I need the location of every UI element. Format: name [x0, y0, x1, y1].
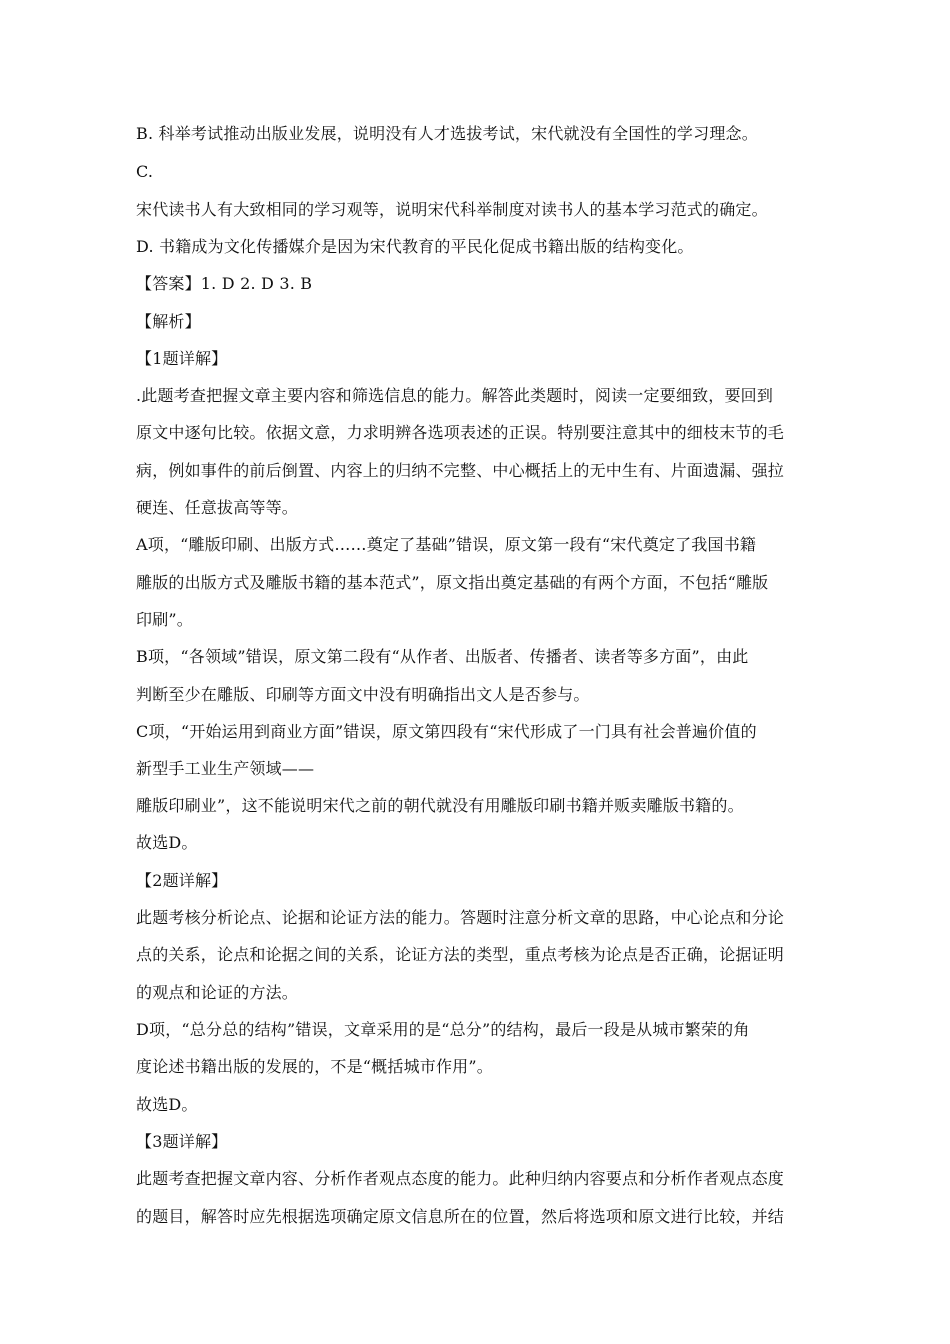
text-line: 宋代读书人有大致相同的学习观等，说明宋代科举制度对读书人的基本学习范式的确定。 — [136, 200, 768, 219]
text-line: .此题考查把握文章主要内容和筛选信息的能力。解答此类题时，阅读一定要细致，要回到 — [136, 386, 774, 405]
text-line: 的观点和论证的方法。 — [136, 983, 299, 1002]
text-line: 病，例如事件的前后倒置、内容上的归纳不完整、中心概括上的无中生有、片面遗漏、强拉 — [136, 461, 785, 480]
text-line: 此题考核分析论点、论据和论证方法的能力。答题时注意分析文章的思路，中心论点和分论 — [136, 908, 785, 927]
text-line: 点的关系，论点和论据之间的关系，论证方法的类型，重点考核为论点是否正确，论据证明 — [136, 945, 785, 964]
text-line: 的题目，解答时应先根据选项确定原文信息所在的位置，然后将选项和原文进行比较，并结 — [136, 1207, 785, 1226]
text-line: 硬连、任意拔高等等。 — [136, 498, 299, 517]
text-line: C项，“开始运用到商业方面”错误，原文第四段有“宋代形成了一门具有社会普遍价值的 — [136, 722, 757, 741]
section-heading: 【3题详解】 — [136, 1132, 228, 1151]
text-line: 新型手工业生产领域—— — [136, 759, 315, 778]
text-line: C. — [136, 162, 154, 181]
text-line: B. 科举考试推动出版业发展，说明没有人才选拔考试，宋代就没有全国性的学习理念。 — [136, 124, 758, 143]
text-line: 此题考查把握文章内容、分析作者观点态度的能力。此种归纳内容要点和分析作者观点态度 — [136, 1169, 785, 1188]
text-line: 印刷”。 — [136, 610, 193, 629]
section-heading: 【2题详解】 — [136, 871, 228, 890]
text-line: 故选D。 — [136, 1095, 198, 1114]
text-line: D项，“总分总的结构”错误，文章采用的是“总分”的结构，最后一段是从城市繁荣的角 — [136, 1020, 750, 1039]
text-line: D. 书籍成为文化传播媒介是因为宋代教育的平民化促成书籍出版的结构变化。 — [136, 237, 694, 256]
answer-line: 【答案】1. D 2. D 3. B — [136, 274, 313, 293]
section-heading: 【解析】 — [136, 312, 201, 331]
text-line: 判断至少在雕版、印刷等方面文中没有明确指出文人是否参与。 — [136, 685, 590, 704]
text-line: 雕版印刷业”，这不能说明宋代之前的朝代就没有用雕版印刷书籍并贩卖雕版书籍的。 — [136, 796, 744, 815]
text-line: 原文中逐句比较。依据文意，力求明辨各选项表述的正误。特别要注意其中的细枝末节的毛 — [136, 423, 785, 442]
text-line: A项，“雕版印刷、出版方式……奠定了基础”错误，原文第一段有“宋代奠定了我国书籍 — [136, 535, 757, 554]
text-line: B项，“各领域”错误，原文第二段有“从作者、出版者、传播者、读者等多方面”，由此 — [136, 647, 749, 666]
text-line: 故选D。 — [136, 833, 198, 852]
text-line: 雕版的出版方式及雕版书籍的基本范式”，原文指出奠定基础的有两个方面，不包括“雕版 — [136, 573, 769, 592]
section-heading: 【1题详解】 — [136, 349, 228, 368]
text-line: 度论述书籍出版的发展的，不是“概括城市作用”。 — [136, 1057, 493, 1076]
